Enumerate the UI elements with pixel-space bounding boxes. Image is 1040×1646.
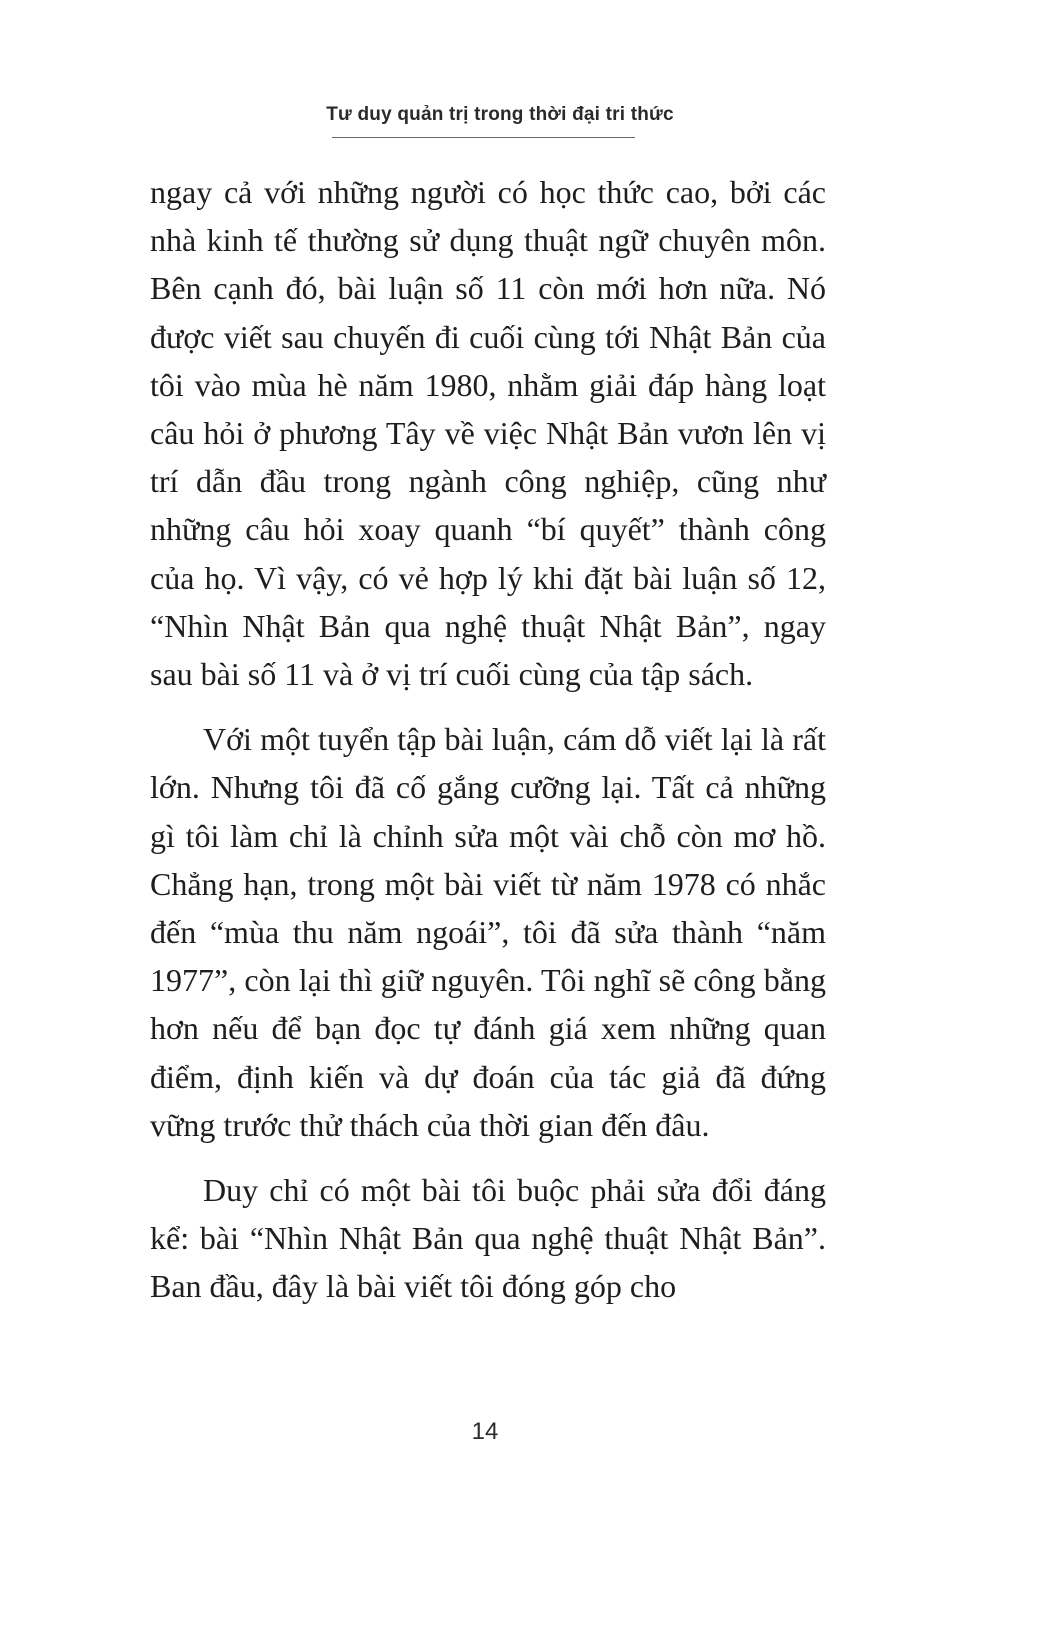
- body-text: [150, 168, 826, 1311]
- header-rule: [332, 137, 635, 138]
- running-header: Tư duy quản trị trong thời đại tri thức: [326, 104, 674, 125]
- page-number: 14: [471, 1418, 499, 1445]
- paragraph-1: ngay cả với những người có học thức cao, bởi các nhà kinh tế thường sử dụng thuật ngữ chuyên môn. Bên cạnh đó, bài luận số 11 còn mới hơn nữa. Nó được viết sau chuyến đi cuối cùng tới Nhật Bản của tôi vào mùa hè năm 1980, nhằm giải đáp hàng loạt câu hỏi ở phương Tây về việc Nhật Bản vươn lên vị trí dẫn đầu trong ngành công nghiệp, cũng như những câu hỏi xoay quanh “bí quyết” thành công của họ. Vì vậy, có vẻ hợp lý khi đặt bài luận số 12, “Nhìn Nhật Bản qua nghệ thuật Nhật Bản”, ngay sau bài số 11 và ở vị trí cuối cùng của tập sách.: [150, 174, 826, 693]
- paragraph-2: Với một tuyển tập bài luận, cám dỗ viết lại là rất lớn. Nhưng tôi đã cố gắng cưỡng lại. Tất cả những gì tôi làm chỉ là chỉnh sửa một vài chỗ còn mơ hồ. Chẳng hạn, trong một bài viết từ năm 1978 có nhắc đến “mùa thu năm ngoái”, tôi đã sửa thành “năm 1977”, còn lại thì giữ nguyên. Tôi nghĩ sẽ công bằng hơn nếu để bạn đọc tự đánh giá xem những quan điểm, định kiến và dự đoán của tác giả đã đứng vững trước thử thách của thời gian đến đâu.: [150, 721, 826, 1143]
- paragraph-3: Duy chỉ có một bài tôi buộc phải sửa đổi đáng kể: bài “Nhìn Nhật Bản qua nghệ thuật Nhật Bản”. Ban đầu, đây là bài viết tôi đóng góp cho: [150, 1172, 826, 1305]
